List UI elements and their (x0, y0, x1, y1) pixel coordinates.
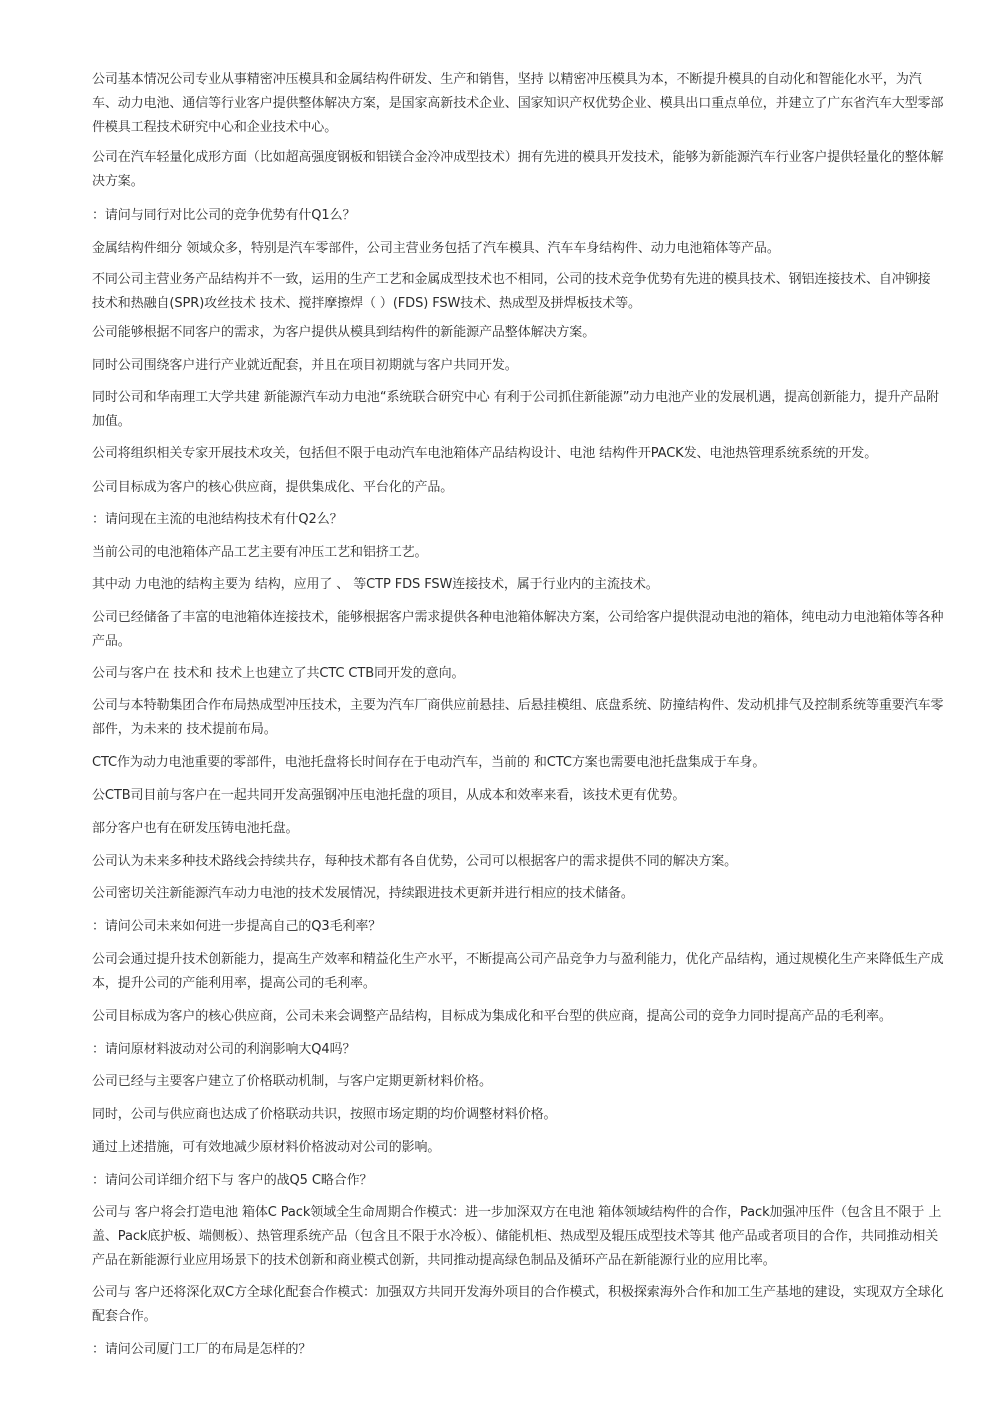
paragraph: 同时，公司与供应商也达成了价格联动共识，按照市场定期的均价调整材料价格。 (92, 1107, 557, 1122)
paragraph: 公司目标成为客户的核心供应商，提供集成化、平台化的产品。 (92, 480, 454, 495)
paragraph: 同时公司围绕客户进行产业就近配套，并且在项目初期就与客户共同开发。 (92, 358, 518, 373)
paragraph: 其中动 力电池的结构主要为 结构，应用了 、 等CTP FDS FSW连接技术，属于行业内的主流技术。 (92, 577, 659, 592)
paragraph-lightweight: 公司在汽车轻量化成形方面（比如超高强度钢板和铝镁合金冷冲成型技术）拥有先进的模具开发技术，能够为新能源汽车行业客户提供轻量化的整体解决方案。 (92, 150, 944, 189)
paragraph: 公司认为未来多种技术路线会持续共存，每种技术都有各自优势，公司可以根据客户的需求提供不同的解决方案。 (92, 854, 738, 869)
paragraph: 公CTB司目前与客户在一起共同开发高强钢冲压电池托盘的项目，从成本和效率来看，该技术更有优势。 (92, 788, 686, 803)
paragraph: 公司与 客户还将深化双C方全球化配套合作模式：加强双方共同开发海外项目的合作模式，积极探索海外合作和加工生产基地的建设，实现双方全球化配套合作。 (92, 1285, 944, 1324)
paragraph: 公司将组织相关专家开展技术攻关，包括但不限于电动汽车电池箱体产品结构设计、电池 结构件开PACK发、电池热管理系统系统的开发。 (92, 446, 878, 461)
question-q6: ：请问公司厦门工厂的布局是怎样的？ (92, 1342, 312, 1357)
question-q5: ：请问公司详细介绍下与 客户的战Q5 C略合作？ (92, 1173, 373, 1188)
question-q3: ：请问公司未来如何进一步提高自己的Q3毛利率？ (92, 919, 382, 934)
paragraph: 公司目标成为客户的核心供应商，公司未来会调整产品结构，目标成为集成化和平台型的供应商，提高公司的竞争力同时提高产品的毛利率。 (92, 1009, 892, 1024)
question-q1: ：请问与同行对比公司的竞争优势有什Q1么？ (92, 208, 356, 223)
paragraph-company-overview: 公司基本情况公司专业从事精密冲压模具和金属结构件研发、生产和销售，坚持 以精密冲压模具为本，不断提升模具的自动化和智能化水平，为汽车、动力电池、通信等行业客户提供整体解决方案，是国家高新技术企业、国家知识产权优势企业、模具出口重点单位，并建立了广东省汽车大型零部件模具工程技术研究中心和企业技术中心。 (92, 72, 944, 135)
paragraph: 部分客户也有在研发压铸电池托盘。 (92, 821, 299, 836)
paragraph: 公司会通过提升技术创新能力，提高生产效率和精益化生产水平，不断提高公司产品竞争力与盈利能力，优化产品结构，通过规模化生产来降低生产成本，提升公司的产能利用率，提高公司的毛利率。 (92, 952, 944, 991)
paragraph: 公司已经与主要客户建立了价格联动机制，与客户定期更新材料价格。 (92, 1074, 492, 1089)
question-q4: ：请问原材料波动对公司的利润影响大Q4吗？ (92, 1042, 356, 1057)
paragraph: 金属结构件细分 领域众多，特别是汽车零部件，公司主营业务包括了汽车模具、汽车车身结构件、动力电池箱体等产品。 (92, 241, 780, 256)
paragraph: 不同公司主营业务产品结构并不一致，运用的生产工艺和金属成型技术也不相同，公司的技术竞争优势有先进的模具技术、钢铝连接技术、自冲铆接 技术和热融自(SPR)攻丝技术 技术、搅拌摩擦焊（ ）(FDS) FSW技术、热成型及拼焊板技术等。 (92, 272, 931, 311)
paragraph: 通过上述措施，可有效地减少原材料价格波动对公司的影响。 (92, 1140, 441, 1155)
paragraph: 公司已经储备了丰富的电池箱体连接技术，能够根据客户需求提供各种电池箱体解决方案，公司给客户提供混动电池的箱体，纯电动力电池箱体等各种产品。 (92, 610, 944, 649)
question-q2: ：请问现在主流的电池结构技术有什Q2么？ (92, 512, 343, 527)
paragraph: 当前公司的电池箱体产品工艺主要有冲压工艺和铝挤工艺。 (92, 545, 428, 560)
paragraph: 公司与 客户将会打造电池 箱体C Pack领域全生命周期合作模式：进一步加深双方在电池 箱体领域结构件的合作，Pack加强冲压件（包含且不限于 上盖、Pack底护板、端侧板）、热管理系统产品（包含且不限于水冷板）、储能机柜、热成型及辊压成型技术等其 他产品或者项目的合作，共同推动相关产品在新能源行业应用场景下的技术创新和商业模式创新，共同推动提高绿色制品及循环产品在新能源行业的应用比率。 (92, 1205, 942, 1268)
paragraph: CTC作为动力电池重要的零部件，电池托盘将长时间存在于电动汽车，当前的 和CTC方案也需要电池托盘集成于车身。 (92, 755, 766, 770)
paragraph: 公司与本特勒集团合作布局热成型冲压技术，主要为汽车厂商供应前悬挂、后悬挂模组、底盘系统、防撞结构件、发动机排气及控制系统等重要汽车零部件，为未来的 技术提前布局。 (92, 698, 944, 737)
paragraph: 公司与客户在 技术和 技术上也建立了共CTC CTB同开发的意向。 (92, 666, 465, 681)
paragraph: 公司密切关注新能源汽车动力电池的技术发展情况，持续跟进技术更新并进行相应的技术储备。 (92, 886, 634, 901)
paragraph: 同时公司和华南理工大学共建 新能源汽车动力电池“系统联合研究中心 有利于公司抓住新能源”动力电池产业的发展机遇，提高创新能力，提升产品附加值。 (92, 390, 939, 429)
paragraph: 公司能够根据不同客户的需求，为客户提供从模具到结构件的新能源产品整体解决方案。 (92, 325, 596, 340)
